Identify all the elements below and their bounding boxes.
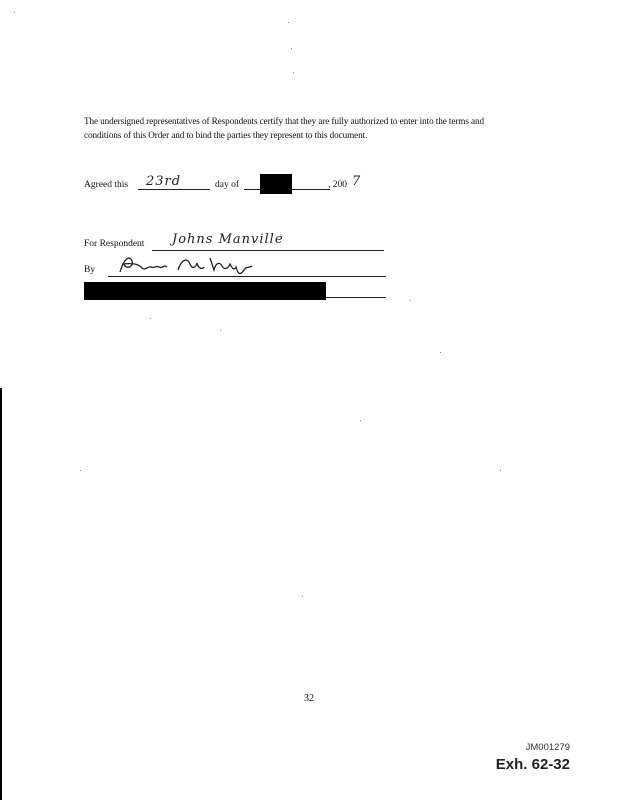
- scan-speck: [150, 318, 151, 319]
- scan-speck: [360, 420, 361, 421]
- respondent-name-handwritten: Johns Manville: [172, 232, 284, 247]
- respondent-label: For Respondent: [84, 239, 145, 249]
- day-underline: [138, 189, 210, 190]
- scan-speck: [80, 470, 81, 471]
- name-redaction-block: [84, 282, 326, 300]
- agreed-date-line: [84, 174, 384, 194]
- handwritten-signature: [112, 252, 262, 278]
- year-prefix: , 200: [328, 180, 347, 190]
- scan-speck: [293, 72, 294, 73]
- day-handwritten: 23rd: [146, 174, 182, 189]
- respondent-line: [84, 232, 394, 254]
- certification-paragraph: The undersigned representatives of Respondents certify that they are fully authorized to enter into the terms and conditions of this Order and to bind the parties they represent to this document.: [84, 116, 484, 141]
- name-underline: [326, 297, 386, 298]
- exhibit-label: Exh. 62-32: [495, 756, 570, 773]
- by-label: By: [84, 265, 96, 275]
- scan-speck: [291, 48, 292, 49]
- scan-speck: [302, 596, 303, 597]
- year-handwritten: 7: [352, 174, 362, 189]
- scan-speck: [288, 22, 289, 23]
- agreed-prefix: Agreed this: [84, 180, 129, 190]
- scan-speck: [410, 300, 411, 301]
- bates-number: JM001279: [525, 742, 570, 753]
- month-redaction: [260, 174, 292, 194]
- scan-speck: [220, 330, 221, 331]
- scan-speck: [500, 470, 501, 471]
- scan-speck: [440, 352, 441, 353]
- scan-speck: [14, 12, 15, 13]
- page-number: 32: [304, 693, 314, 704]
- respondent-underline: [152, 250, 384, 251]
- day-of-label: day of: [215, 180, 240, 190]
- scan-edge-mark: [0, 388, 2, 800]
